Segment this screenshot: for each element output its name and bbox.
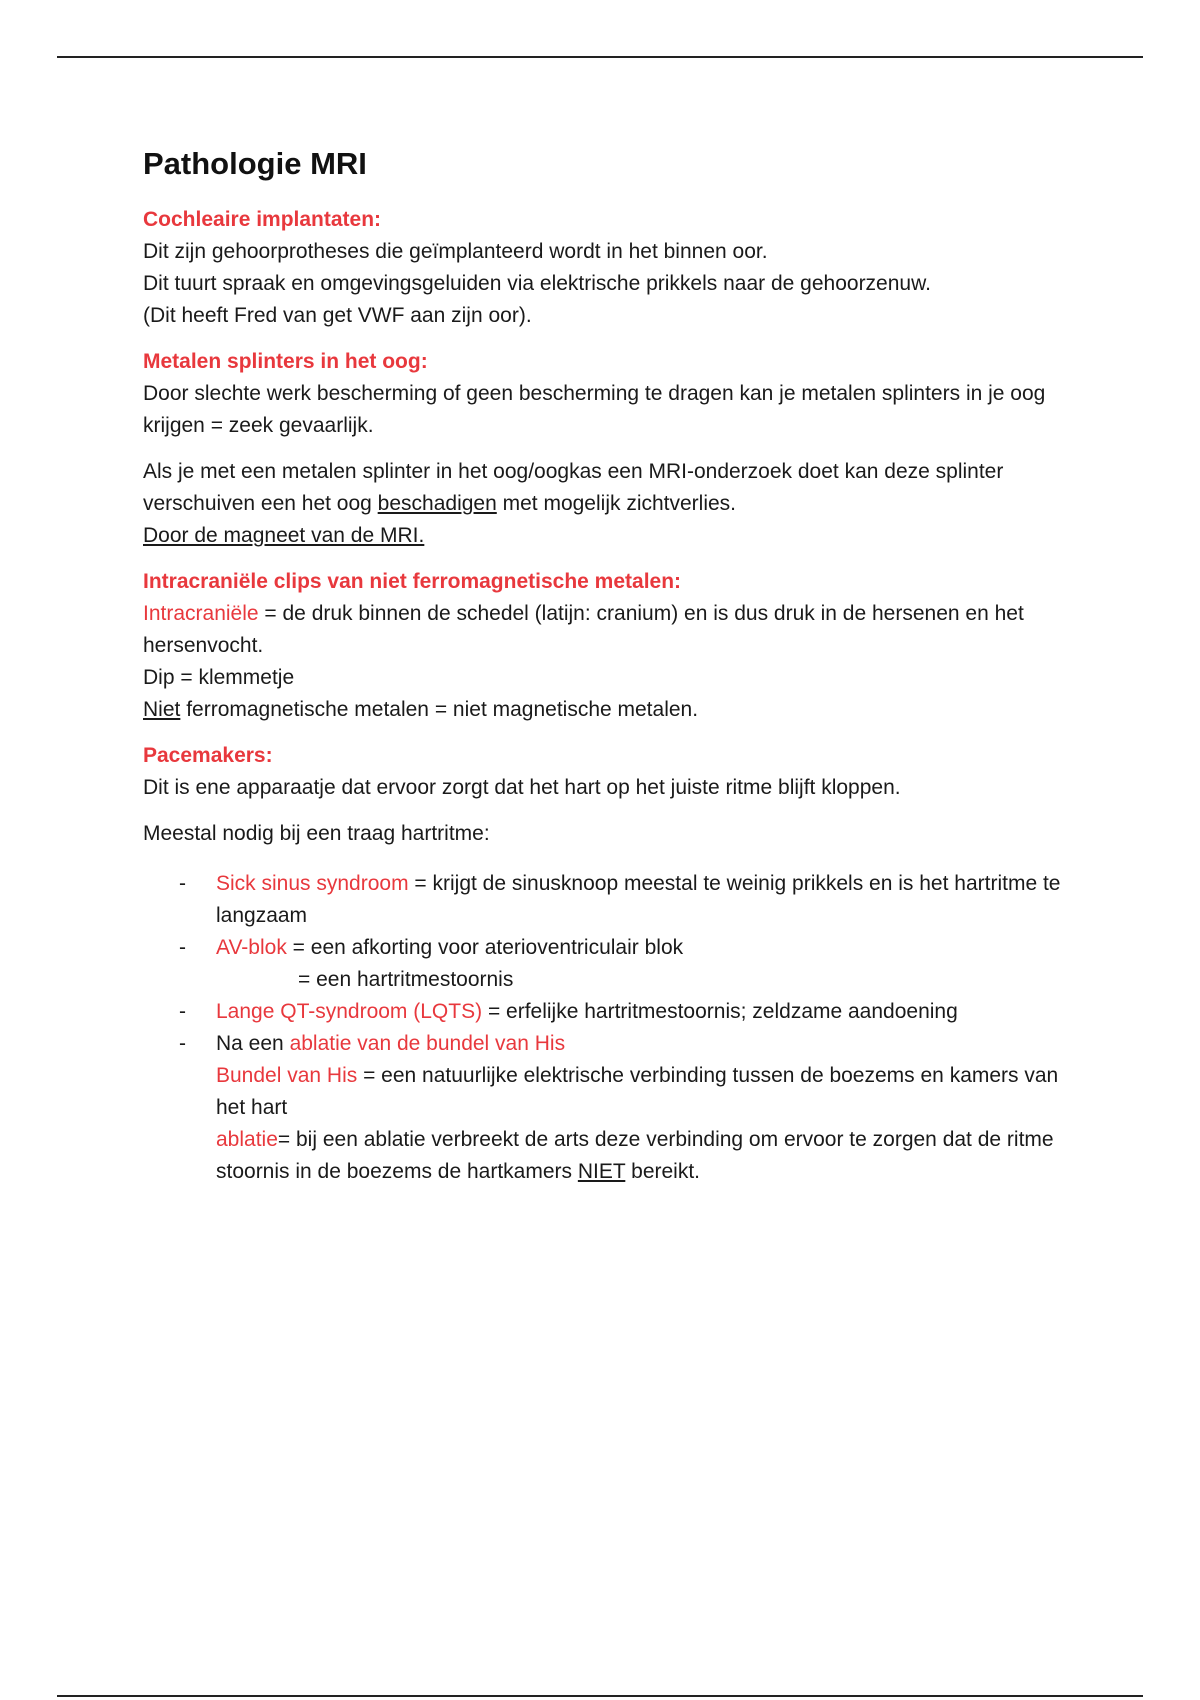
section-heading: Cochleaire implantaten:	[143, 208, 382, 231]
sub-paragraph: ablatie= bij een ablatie verbreekt de arts deze verbinding om ervoor te zorgen dat de ritme stoornis in de boezems de hartkamers NIET bereikt.	[216, 1128, 1054, 1183]
underlined-text: NIET	[577, 1160, 626, 1183]
header-rule	[57, 56, 1143, 58]
section-cochleair	[143, 204, 1063, 332]
term: AV-blok	[216, 936, 287, 959]
text-line: Niet ferromagnetische metalen = niet magnetische metalen.	[143, 698, 699, 721]
paragraph: Intracraniële = de druk binnen de schedel (latijn: cranium) en is dus druk in de hersenen en het hersenvocht.	[143, 602, 1024, 657]
sub-paragraph: Bundel van His = een natuurlijke elektrische verbinding tussen de boezems en kamers van het hart	[216, 1064, 1059, 1119]
section-heading: Intracraniële clips van niet ferromagnetische metalen:	[143, 570, 682, 593]
paragraph: Door slechte werk bescherming of geen bescherming te dragen kan je metalen splinters in je oog krijgen = zeek gevaarlijk.	[143, 382, 1046, 437]
section-pacemakers	[143, 740, 1063, 1188]
term: ablatie van de bundel van His	[289, 1032, 566, 1055]
underlined-text: beschadigen	[377, 492, 497, 515]
text-line: Dit tuurt spraak en omgevingsgeluiden via elektrische prikkels naar de gehoorzenuw.	[143, 272, 931, 295]
text-line: Dit is ene apparaatje dat ervoor zorgt dat het hart op het juiste ritme blijft kloppen.	[143, 776, 901, 799]
text-line: Dit zijn gehoorprotheses die geïmplanteerd wordt in het binnen oor.	[143, 240, 768, 263]
page-title: Pathologie MRI	[143, 146, 367, 181]
text-line: (Dit heeft Fred van get VWF aan zijn oor).	[143, 304, 532, 327]
dash-list	[143, 868, 1063, 1188]
term: Intracraniële	[143, 602, 259, 625]
paragraph	[143, 520, 1063, 552]
term: Bundel van His	[216, 1064, 358, 1087]
dash-bullet: -	[179, 1032, 186, 1055]
dash-bullet: -	[179, 872, 186, 895]
term: Lange QT-syndroom (LQTS)	[216, 1000, 483, 1023]
section-heading: Pacemakers:	[143, 744, 273, 767]
term: Sick sinus syndroom	[216, 872, 409, 895]
text-line: Meestal nodig bij een traag hartritme:	[143, 822, 490, 845]
term: ablatie	[216, 1128, 278, 1151]
paragraph: Als je met een metalen splinter in het oog/oogkas een MRI-onderzoek doet kan deze splinter verschuiven een het oog beschadigen met mogelijk zichtverlies.	[143, 460, 1004, 515]
dash-bullet: -	[179, 1000, 186, 1023]
underlined-text: Niet	[143, 698, 181, 721]
continuation-line: = een hartritmestoornis	[298, 968, 514, 991]
list-item: - Lange QT-syndroom (LQTS) = erfelijke hartritmestoornis; zeldzame aandoening	[143, 996, 1063, 1028]
underlined-text: Door de magneet van de MRI.	[143, 524, 425, 547]
list-item: - AV-blok = een afkorting voor aterioventriculair blok = een hartritmestoornis	[143, 932, 1063, 996]
footer-rule	[57, 1695, 1143, 1697]
section-heading: Metalen splinters in het oog:	[143, 350, 428, 373]
list-item: - Sick sinus syndroom = krijgt de sinusknoop meestal te weinig prikkels en is het hartritme te langzaam	[143, 868, 1063, 932]
text-line: Dip = klemmetje	[143, 666, 295, 689]
section-splinters	[143, 346, 1063, 552]
list-item: - Na een ablatie van de bundel van His Bundel van His = een natuurlijke elektrische verbinding tussen de boezems en kamers van het hart ablatie= bij een ablatie verbreekt de arts deze verbinding om ervoor te zorgen dat de ritme stoornis in de boezems de hartkamers NIET bereikt.	[143, 1028, 1063, 1188]
dash-bullet: -	[179, 936, 186, 959]
document-page	[143, 146, 1063, 1202]
section-intracranieel	[143, 566, 1063, 726]
